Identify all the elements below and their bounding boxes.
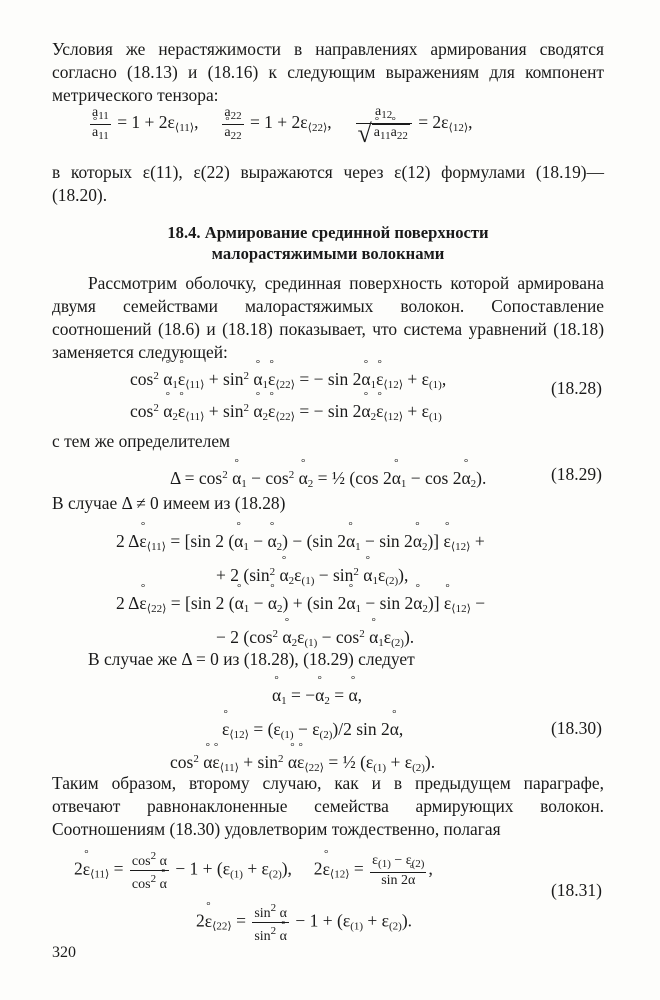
paragraph-case-zero: В случае же Δ = 0 из (18.28), (18.29) следует [88, 649, 415, 669]
equation-18-28-line-2: $\cos^2$ ° $\alpha_2^\circ$ $\varepsilon_{⟨11⟩} + \sin^2$ ° $\alpha_2^\circ$ $\varepsilon_{⟨22⟩}$ = − sin 2° $\alpha_2^\circ$ $\varepsilon_{⟨12⟩} + \varepsilon_{(1)}$ [130, 397, 442, 428]
equation-number-18-29: (18.29) [550, 464, 602, 484]
equation-18-31-line-2: 2° $\varepsilon_{⟨22⟩}$ = $\frac{\sin^2 \alpha}{\sin^2 ^\circ \alpha}$ − $1 + (\varepsilon_{(1)} + \varepsilon_{(2)})$. [196, 900, 412, 945]
section-heading-line-2: малорастяжимыми волокнами [211, 244, 445, 263]
paragraph-conclusion: Таким образом, второму случаю, как и в предыдущем параграфе, отвечают равнонаклоненные семейства армирующих волокон. Соотношениям (18.30) удовлетворим тождественно, полагая [52, 773, 604, 839]
equation-metric-components: $a_{11}$ ° $a_{11}$ = $1 + 2\varepsilon_{⟨11⟩}$, $a_{22}$ ° $a_{22}$ = $1 + 2\varepsilon_{⟨22⟩}$, $\frac{a_{12}}{√^\circ a_{11}^\circ a_{22}}$ = $2\varepsilon_{⟨12⟩}$, [88, 104, 473, 144]
equation-number-18-28: (18.28) [550, 378, 602, 398]
paragraph-strain-relation: в которых ε(11), ε(22) выражаются через ε(12) формулами (18.19)—(18.20). [52, 162, 604, 205]
paragraph-shell: Рассмотрим оболочку, срединная поверхность которой армирована двумя семействами малорастяжимых волокон. Сопоставление соотношений (18.6) и (18.18) показывает, что система уравнений (18.18) заменяется следующей: [52, 273, 604, 362]
equation-solution-22-line-2: − 2 ($\cos^2$ ° $\alpha_2\varepsilon_{(1)} - \cos^2$ ° $\alpha_1\varepsilon_{(2)}$). [216, 623, 414, 654]
paragraph-case-nonzero: В случае Δ ≠ 0 имеем из (18.28) [52, 493, 286, 513]
equation-18-30-line-1: ° $\alpha_1$ = −° $\alpha_2$ = ° α, [272, 684, 362, 712]
equation-18-28-line-1: $\cos^2$ ° $\alpha_1^\circ$ $\varepsilon_{⟨11⟩} + \sin^2$ ° $\alpha_1^\circ$ $\varepsilon_{⟨22⟩}$ = − sin 2° $\alpha_1^\circ$ $\varepsilon_{⟨12⟩} + \varepsilon_{(1)}$, [130, 365, 446, 396]
equation-18-29: $\Delta = \cos^2$ ° $\alpha_1 - \cos^2$ ° $\alpha_2$ = ½ (cos 2° $\alpha_1 - \cos 2^\circ$ $\alpha_2$). [170, 464, 486, 495]
paragraph-determinant: с тем же определителем [52, 431, 231, 451]
equation-solution-11-line-2: + 2 ($\sin^2$ ° $\alpha_2\varepsilon_{(1)} - \sin^2$ ° $\alpha_1\varepsilon_{(2)}$), [216, 561, 408, 592]
paragraph-intro: Условия же нерастяжимости в направлениях армирования сводятся согласно (18.13) и (18.16) к следующим выражениям для компонент метрического тензора: [52, 39, 604, 105]
equation-number-18-30: (18.30) [550, 718, 602, 738]
equation-number-18-31: (18.31) [550, 880, 602, 900]
equation-solution-11-line-1: 2 Δ° $\varepsilon_{⟨11⟩} = [\sin$ 2 (° $\alpha_1$ − ° $\alpha_2) - (\sin$ 2° $\alpha_1 - \sin 2^\circ$ $\alpha_2$)] ° $\varepsilon_{⟨12⟩}$ + [116, 530, 485, 558]
equation-18-30-line-2: ° $\varepsilon_{⟨12⟩} = (\varepsilon_{(1)} - \varepsilon_{(2)})/2$ sin 2° α, [222, 718, 403, 746]
page-number: 320 [52, 944, 76, 961]
equation-solution-22-line-1: 2 Δ° $\varepsilon_{⟨22⟩} = [\sin$ 2 (° $\alpha_1$ − ° $\alpha_2) + (\sin$ 2° $\alpha_1 - \sin 2^\circ$ $\alpha_2$)] ° $\varepsilon_{⟨12⟩}$ − [116, 592, 485, 620]
section-heading-line-1: 18.4. Армирование срединной поверхности [167, 223, 489, 242]
equation-18-30-line-3: $\cos^2$ ° α° $\varepsilon_{⟨11⟩} + \sin^2$ ° α° $\varepsilon_{⟨22⟩}$ = ½ $(\varepsilon_{(1)} + \varepsilon_{(2)})$. [170, 748, 435, 779]
equation-18-31-line-1: 2° $\varepsilon_{⟨11⟩}$ = $\frac{\cos^2 \alpha}{\cos^2 ^\circ \alpha}$ − $1 + (\varepsilon_{(1)} + \varepsilon_{(2)})$, 2° $\varepsilon_{⟨12⟩}$ = $\frac{\varepsilon_{(1)} - \varepsilon_{(2)}}{\sin 2^\circ \alpha}$ , [74, 848, 433, 893]
